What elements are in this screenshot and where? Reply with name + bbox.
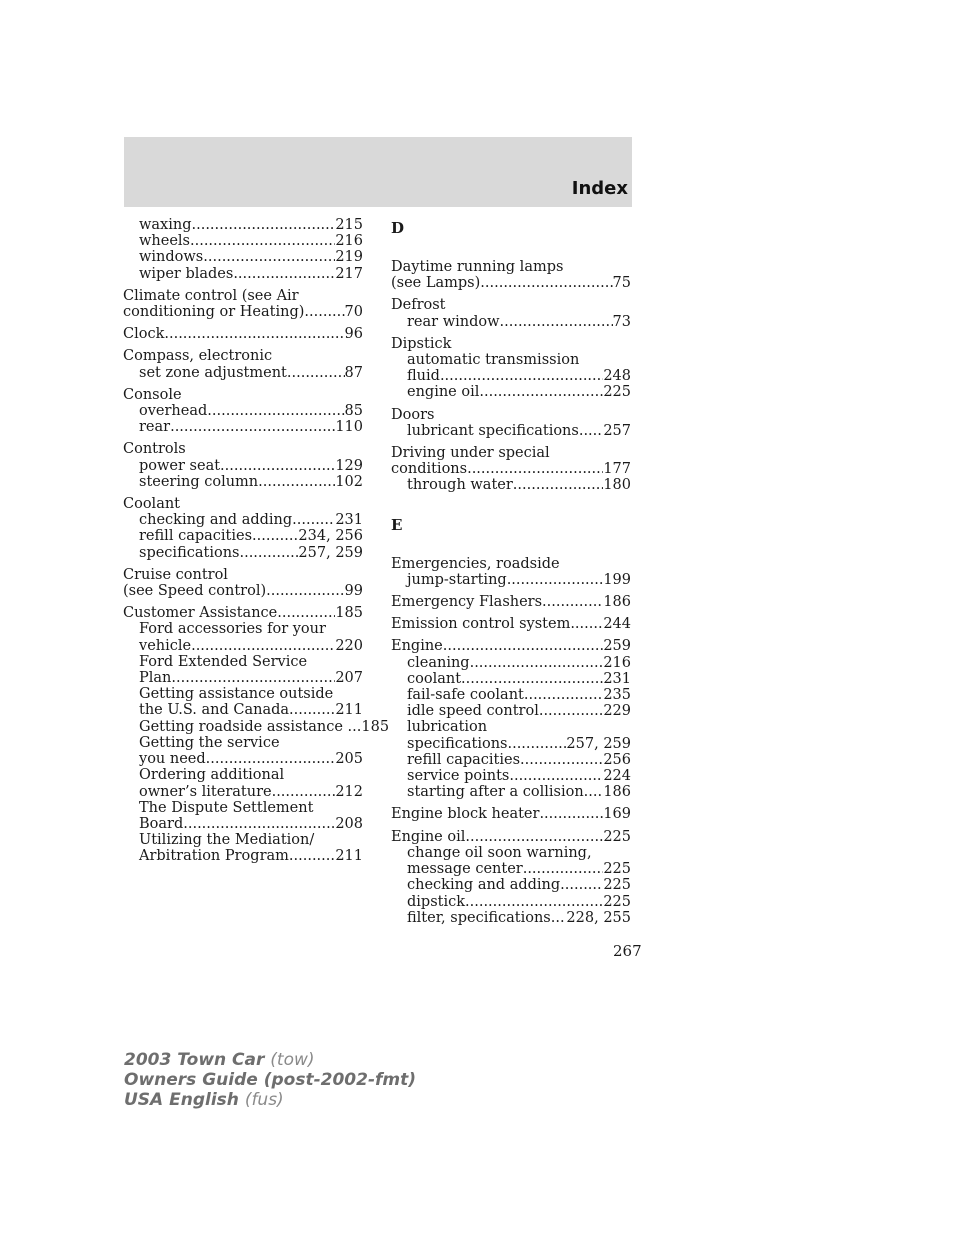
dot-leader — [539, 703, 603, 719]
page-reference: 235 — [603, 687, 631, 704]
footer-line-3: USA English (fus) — [124, 1090, 284, 1110]
dot-leader — [542, 594, 603, 610]
entry-text: (see Lamps) — [391, 275, 481, 292]
page-reference: 219 — [335, 249, 363, 266]
entry-text: Engine — [391, 638, 443, 655]
dot-leader — [287, 365, 345, 381]
index-column-right — [391, 217, 631, 932]
page-reference: 96 — [344, 326, 363, 343]
entry-text: Getting roadside assistance ... — [139, 718, 362, 735]
entry-text: Dipstick — [391, 335, 452, 352]
dot-leader — [507, 736, 566, 752]
page-reference: 211 — [335, 702, 363, 719]
dot-leader — [443, 638, 604, 654]
page-reference: 217 — [335, 265, 363, 282]
section-letter-e: E — [391, 515, 403, 534]
index-term — [391, 259, 631, 275]
dot-leader — [277, 605, 335, 621]
dot-leader — [520, 752, 603, 768]
page-reference: 256 — [603, 751, 631, 768]
dot-leader — [584, 784, 604, 800]
index-entry — [391, 829, 631, 926]
entry-text: automatic transmission — [407, 352, 580, 369]
page-reference: 257, 259 — [566, 735, 631, 752]
page-reference: 244 — [603, 616, 631, 633]
document-footer — [124, 1050, 416, 1110]
index-subentry — [391, 368, 631, 384]
dot-leader — [465, 829, 603, 845]
index-subentry — [123, 545, 363, 561]
entry-text: specifications — [139, 544, 240, 561]
entry-text: Doors — [391, 406, 435, 423]
entry-text: lubrication — [407, 719, 488, 736]
entry-text: Board — [139, 815, 184, 832]
entry-text: engine oil — [407, 384, 480, 401]
index-subentry — [391, 352, 631, 368]
entry-text: Defrost — [391, 297, 446, 314]
page-reference: 216 — [603, 654, 631, 671]
entry-text: overhead — [139, 403, 208, 420]
index-entry — [123, 387, 363, 436]
index-term — [123, 583, 363, 599]
index-term — [123, 441, 363, 457]
dot-leader — [192, 217, 336, 233]
entry-text: Driving under special — [391, 445, 550, 462]
dot-leader — [479, 384, 603, 400]
entry-text: coolant — [407, 670, 462, 687]
index-column-left — [123, 217, 390, 871]
page-reference: 169 — [603, 806, 631, 823]
page-reference: 228, 255 — [566, 909, 631, 926]
index-entry — [391, 594, 631, 610]
footer-line-2: Owners Guide (post-2002-fmt) — [124, 1070, 417, 1090]
index-subentry — [123, 249, 363, 265]
page-reference: 259 — [603, 638, 631, 655]
index-subentry — [123, 832, 363, 848]
dot-leader — [289, 702, 335, 718]
dot-leader — [304, 304, 344, 320]
dot-leader — [500, 314, 613, 330]
entry-text: service points — [407, 768, 510, 785]
page-reference: 75 — [612, 275, 631, 292]
entry-text: steering column — [139, 473, 259, 490]
entry-text: Console — [123, 386, 182, 403]
dot-leader — [440, 368, 603, 384]
entry-text: Engine oil — [391, 828, 466, 845]
index-subentry — [123, 474, 363, 490]
index-entry — [123, 567, 363, 599]
entry-text: starting after a collision — [407, 784, 584, 801]
page-reference: 180 — [603, 477, 631, 494]
index-term — [391, 594, 631, 610]
index-entry — [123, 496, 363, 561]
index-term — [391, 336, 631, 352]
section-title: Index — [571, 178, 628, 199]
section-letter-d: D — [391, 219, 405, 237]
index-entry — [391, 407, 631, 439]
entry-text: Ford accessories for your — [139, 621, 326, 638]
page-reference: 85 — [344, 403, 363, 420]
page-reference: 231 — [603, 670, 631, 687]
page-reference: 205 — [335, 751, 363, 768]
entry-text: change oil soon warning, — [407, 844, 592, 861]
index-subentry — [123, 233, 363, 249]
page-reference: 225 — [603, 877, 631, 894]
index-subentry — [123, 686, 363, 702]
index-subentry — [391, 752, 631, 768]
dot-leader — [233, 266, 335, 282]
index-subentry — [391, 736, 631, 752]
index-group-e — [391, 556, 631, 926]
index-term — [123, 496, 363, 512]
dot-leader — [252, 528, 298, 544]
index-subentry — [123, 403, 363, 419]
index-entry — [123, 348, 363, 380]
index-subentry — [391, 703, 631, 719]
index-term — [123, 288, 363, 304]
index-entry — [391, 445, 631, 494]
entry-text: Utilizing the Mediation/ — [139, 832, 315, 849]
index-subentry — [123, 419, 363, 435]
index-subentry — [391, 314, 631, 330]
entry-text: Climate control (see Air — [123, 287, 299, 304]
index-subentry — [391, 384, 631, 400]
entry-text: cleaning — [407, 654, 470, 671]
page-reference: 199 — [603, 571, 631, 588]
dot-leader — [524, 687, 603, 703]
index-subentry — [123, 848, 363, 864]
page-reference: 216 — [335, 233, 363, 250]
index-subentry — [123, 266, 363, 282]
index-subentry — [391, 910, 631, 926]
entry-text: conditions — [391, 461, 468, 478]
entry-text: Arbitration Program — [139, 848, 289, 865]
index-entry — [391, 259, 631, 291]
index-subentry — [123, 621, 363, 637]
entry-text: dipstick — [407, 893, 466, 910]
index-subentry — [123, 816, 363, 832]
dot-leader — [203, 249, 335, 265]
index-subentry — [123, 365, 363, 381]
index-term — [123, 567, 363, 583]
entry-text: owner’s literature — [139, 783, 272, 800]
entry-text: through water — [407, 477, 513, 494]
entry-text: checking and adding — [139, 512, 293, 529]
page-reference: 102 — [335, 473, 363, 490]
page-reference: 129 — [335, 457, 363, 474]
page-number: 267 — [613, 942, 642, 960]
page-reference: 225 — [603, 893, 631, 910]
entry-text: Daytime running lamps — [391, 259, 564, 275]
entry-text: refill capacities — [407, 751, 521, 768]
entry-text: Cruise control — [123, 566, 228, 583]
page-reference: 186 — [603, 594, 631, 611]
dot-leader — [191, 638, 335, 654]
dot-leader — [171, 670, 335, 686]
dot-leader — [467, 461, 603, 477]
index-subentry — [391, 768, 631, 784]
index-entry — [391, 616, 631, 632]
dot-leader — [190, 233, 335, 249]
dot-leader — [539, 806, 603, 822]
entry-text: conditioning or Heating) — [123, 304, 305, 321]
index-term — [391, 806, 631, 822]
entry-text: lubricant specifications — [407, 422, 579, 439]
dot-leader — [461, 671, 603, 687]
page-reference: 99 — [344, 583, 363, 600]
dot-leader — [509, 768, 603, 784]
entry-text: filter, specifications — [407, 909, 551, 926]
entry-text: rear — [139, 419, 171, 436]
page-reference: 231 — [335, 512, 363, 529]
index-term — [391, 461, 631, 477]
index-entry — [391, 638, 631, 800]
index-subentry — [391, 572, 631, 588]
page-reference: 110 — [335, 419, 363, 436]
entry-text: Controls — [123, 441, 186, 458]
index-subentry — [123, 528, 363, 544]
footer-line-1: 2003 Town Car (tow) — [124, 1050, 315, 1070]
index-subentry — [391, 719, 631, 735]
dot-leader — [465, 894, 603, 910]
entry-text: Ordering additional — [139, 767, 285, 784]
index-term — [391, 407, 631, 423]
index-subentry — [123, 718, 390, 735]
dot-leader — [220, 458, 335, 474]
entry-text: Emission control system — [391, 616, 571, 633]
entry-text: refill capacities — [139, 528, 253, 545]
page-reference: 234, 256 — [298, 528, 363, 545]
entry-text: set zone adjustment — [139, 364, 287, 381]
dot-leader — [507, 572, 604, 588]
dot-leader — [523, 861, 604, 877]
entry-text: Emergency Flashers — [391, 594, 543, 611]
index-term — [391, 275, 631, 291]
index-subentry — [123, 512, 363, 528]
entry-text: The Dispute Settlement — [139, 799, 314, 816]
header-band — [124, 137, 632, 207]
dot-leader — [560, 877, 603, 893]
index-subentry — [123, 800, 363, 816]
entry-text: specifications — [407, 735, 508, 752]
index-subentry — [391, 784, 631, 800]
entry-text: Clock — [123, 326, 165, 343]
index-entry — [123, 288, 363, 320]
index-entry — [123, 605, 390, 865]
index-entry — [391, 297, 631, 329]
entry-text: power seat — [139, 457, 221, 474]
dot-leader — [272, 784, 336, 800]
page-reference: 211 — [335, 848, 363, 865]
entry-text: fluid — [407, 368, 440, 385]
dot-leader — [480, 275, 612, 291]
index-term — [391, 297, 631, 313]
dot-leader — [551, 910, 567, 926]
index-subentry — [123, 702, 363, 718]
page-reference: 225 — [603, 384, 631, 401]
page-reference: 185 — [335, 605, 363, 622]
dot-leader — [183, 816, 335, 832]
page-reference: 215 — [335, 217, 363, 233]
entry-text: rear window — [407, 313, 500, 330]
dot-leader — [258, 474, 335, 490]
dot-leader — [289, 848, 335, 864]
index-subentry — [123, 458, 363, 474]
entry-text: you need — [139, 751, 206, 768]
page-reference: 248 — [603, 368, 631, 385]
index-entry — [123, 326, 363, 342]
page-reference: 257 — [603, 422, 631, 439]
dot-leader — [579, 423, 603, 439]
dot-leader — [570, 616, 603, 632]
index-term — [391, 616, 631, 632]
dot-leader — [292, 512, 335, 528]
index-subentry — [391, 423, 631, 439]
index-term — [123, 605, 363, 621]
index-term — [123, 387, 363, 403]
entry-text: jump-starting — [407, 571, 507, 588]
index-term — [123, 348, 363, 364]
entry-text: Getting the service — [139, 734, 280, 751]
index-term — [391, 829, 631, 845]
index-term — [391, 638, 631, 654]
entry-text: checking and adding — [407, 877, 561, 894]
entry-text: Engine block heater — [391, 806, 540, 823]
index-subentry — [123, 670, 363, 686]
index-subentry — [123, 654, 363, 670]
index-subentry — [391, 687, 631, 703]
index-subentry — [123, 767, 363, 783]
index-entry — [391, 336, 631, 401]
dot-leader — [164, 326, 344, 342]
dot-leader — [470, 655, 604, 671]
entry-text: Emergencies, roadside — [391, 555, 560, 572]
entry-text: Getting assistance outside — [139, 686, 334, 703]
entry-text: Coolant — [123, 496, 181, 513]
index-subentry — [123, 784, 363, 800]
page-reference: 220 — [335, 637, 363, 654]
index-subentry — [123, 751, 363, 767]
entry-text: vehicle — [139, 637, 192, 654]
entry-text: Customer Assistance — [123, 605, 278, 622]
page-reference: 73 — [612, 313, 631, 330]
index-subentry — [391, 861, 631, 877]
dot-leader — [170, 419, 335, 435]
index-entry — [123, 217, 363, 282]
index-subentry — [391, 477, 631, 493]
page-reference: 185 — [361, 718, 390, 735]
index-subentry — [391, 655, 631, 671]
index-term — [123, 304, 363, 320]
page-reference: 177 — [603, 461, 631, 478]
dot-leader — [239, 545, 298, 561]
entry-text: (see Speed control) — [123, 583, 267, 600]
page-reference: 257, 259 — [298, 544, 363, 561]
page-reference: 225 — [603, 861, 631, 878]
entry-text: fail-safe coolant — [407, 687, 524, 704]
page-reference: 87 — [344, 364, 363, 381]
index-subentry — [391, 894, 631, 910]
page-reference: 225 — [603, 828, 631, 845]
index-entry — [391, 556, 631, 588]
dot-leader — [266, 583, 344, 599]
index-subentry — [123, 638, 363, 654]
entry-text: wheels — [139, 233, 190, 250]
entry-text: the U.S. and Canada — [139, 702, 290, 719]
entry-text: Plan — [139, 670, 172, 687]
entry-text: wiper blades — [139, 265, 234, 282]
entry-text: message center — [407, 861, 523, 878]
index-term — [391, 556, 631, 572]
index-term — [391, 445, 631, 461]
index-group-d — [391, 259, 631, 494]
entry-text: Ford Extended Service — [139, 653, 308, 670]
dot-leader — [207, 403, 344, 419]
page-reference: 186 — [603, 784, 631, 801]
index-subentry — [391, 671, 631, 687]
page-reference: 224 — [603, 768, 631, 785]
page-reference: 212 — [335, 783, 363, 800]
index-subentry — [391, 877, 631, 893]
entry-text: Compass, electronic — [123, 348, 273, 365]
index-subentry — [123, 217, 363, 233]
index-term — [123, 326, 363, 342]
page-reference: 229 — [603, 703, 631, 720]
index-subentry — [391, 845, 631, 861]
index-subentry — [123, 735, 363, 751]
page-reference: 207 — [335, 670, 363, 687]
entry-text: waxing — [139, 217, 192, 233]
page-reference: 208 — [335, 815, 363, 832]
dot-leader — [206, 751, 336, 767]
page-reference: 70 — [344, 304, 363, 321]
index-entry — [391, 806, 631, 822]
entry-text: idle speed control — [407, 703, 539, 720]
entry-text: windows — [139, 249, 204, 266]
index-entry — [123, 441, 363, 490]
dot-leader — [513, 477, 604, 493]
